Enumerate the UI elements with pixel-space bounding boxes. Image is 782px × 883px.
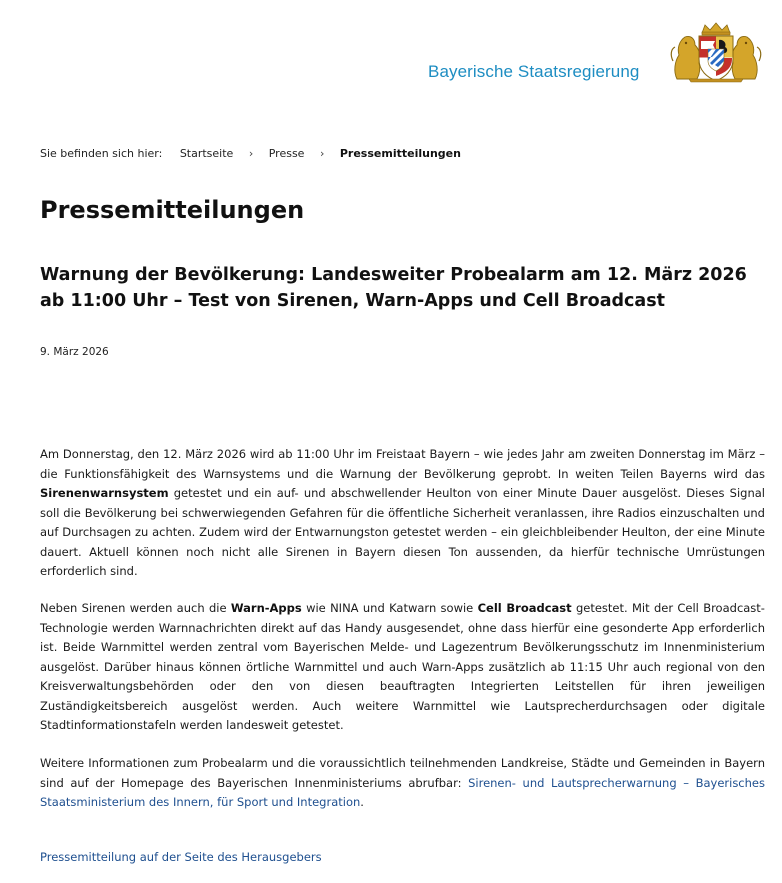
paragraph-text: Weitere Informationen zum Probealarm und die voraussichtlich teilnehmenden Landkreise, Städte und Gemeinden in Bayern sind auf der Homepage des Bayerischen Innenministeriums abrufbar: [40, 756, 765, 790]
ministry-info-link[interactable]: Sirenen- und Lautsprecherwarnung – Bayerisches Staatsministerium des Innern, für Sport und Integration [40, 775, 765, 809]
paragraph-text: wie NINA und Katwarn sowie [301, 601, 478, 615]
highlight-cell-broadcast: Cell Broadcast [477, 601, 572, 615]
article-title: Warnung der Bevölkerung: Landesweiter Probealarm am 12. März 2026 ab 11:00 Uhr – Test von Sirenen, Warn-Apps und Cell Broadcast [40, 265, 747, 311]
brand-name[interactable]: Bayerische Staatsregierung [428, 62, 640, 81]
site-header [0, 0, 782, 110]
highlight-sirenenwarnsystem: Sirenenwarnsystem [40, 486, 169, 500]
article-paragraph-1 [40, 445, 765, 582]
breadcrumb-separator: › [248, 147, 254, 160]
breadcrumb-item-startseite[interactable]: Startseite [179, 147, 234, 160]
article-paragraph-2 [40, 599, 765, 736]
breadcrumb-lead: Sie befinden sich hier: [40, 147, 163, 160]
article-paragraph-3 [40, 754, 765, 813]
paragraph-text: getestet und ein auf- und abschwellender Heulton von einer Minute Dauer ausgelöst. Dieses Signal soll die Bevölkerung bei schwerwiegenden Gefahren für die öffentliche Sicherheit veranlassen, ihre Radios einzuschalten und auf Durchsagen zu achten. Zudem wird der Entwarnungston getestet werden – ein gleichbleibender Heulton, der eine Minute dauert. Aktuell können noch nicht alle Sirenen in Bayern diesen Ton aussenden, da hierfür technische Umrüstungen erforderlich sind. [40, 486, 765, 578]
bavarian-coat-of-arms-icon[interactable] [669, 21, 763, 83]
page-title: Pressemitteilungen [40, 196, 305, 224]
paragraph-text: Neben Sirenen werden auch die [40, 601, 231, 615]
breadcrumb-separator: › [319, 147, 325, 160]
breadcrumb [40, 147, 461, 160]
article-date: 9. März 2026 [40, 346, 109, 358]
paragraph-text: getestet. Mit der Cell Broadcast-Technologie werden Warnnachrichten direkt auf das Handy ausgesendet, ohne dass hierfür eine gesonderte App erforderlich ist. Beide Warnmittel werden zentral vom Bayerischen Melde- und Lagezentrum Bevölkerungsschutz im Innenministerium ausgelöst. Darüber hinaus können örtliche Warnmittel und auch Warn-Apps zusätzlich ab 11:15 Uhr auch regional von den Kreisverwaltungsbehörden oder den von diesen beauftragten Integrierten Leitstellen für ihren jeweiligen Zuständigkeitsbereich ausgelöst werden. Auch weitere Warnmittel wie Lautsprecherdurchsagen oder digitale Stadtinformationstafeln werden landesweit getestet. [40, 601, 765, 732]
publisher-press-release-link[interactable]: Pressemitteilung auf der Seite des Herausgebers [40, 850, 322, 864]
breadcrumb-item-presse[interactable]: Presse [268, 147, 305, 160]
paragraph-text: Am Donnerstag, den 12. März 2026 wird ab 11:00 Uhr im Freistaat Bayern – wie jedes Jahr am zweiten Donnerstag im März – die Funktionsfähigkeit des Warnsystems und die Warnung der Bevölkerung geprobt. In weiten Teilen Bayerns wird das [40, 447, 765, 481]
highlight-warn-apps: Warn-Apps [230, 601, 302, 615]
paragraph-text: . [360, 795, 364, 809]
breadcrumb-item-current: Pressemitteilungen [339, 147, 461, 160]
